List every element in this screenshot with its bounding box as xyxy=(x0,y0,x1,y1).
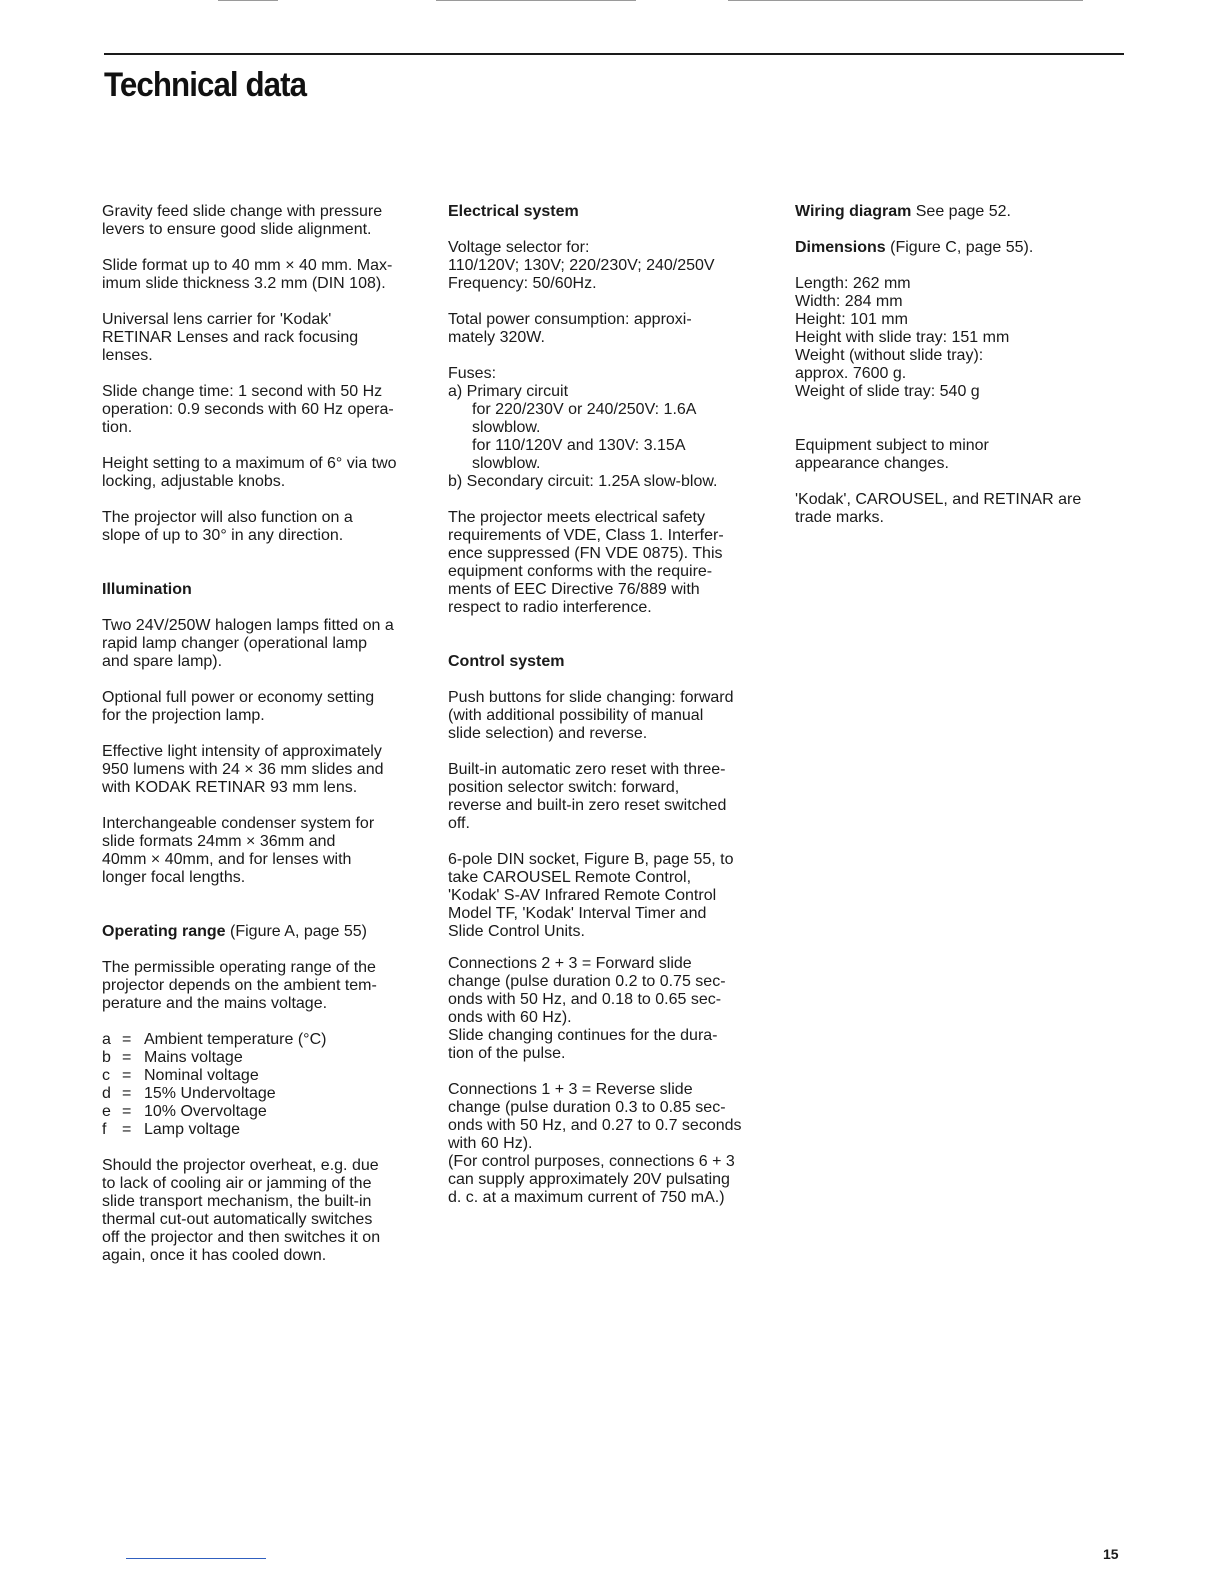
scan-artifact xyxy=(728,0,1083,1)
column-3 xyxy=(795,203,1105,545)
footer-rule xyxy=(126,1558,266,1559)
paragraph-trademarks: 'Kodak', CAROUSEL, and RETINAR are trade marks. xyxy=(795,491,1082,526)
paragraph-power-setting: Optional full power or economy setting for the projection lamp. xyxy=(102,689,375,724)
page-title: Technical data xyxy=(104,66,307,104)
paragraph-din-socket: 6-pole DIN socket, Figure B, page 55, to take CAROUSEL Remote Control, 'Kodak' S-AV Infrared Remote Control Model TF, 'Kodak' Interval Timer and Slide Control Units. xyxy=(448,851,734,940)
paragraph-forward-connections: Connections 2 + 3 = Forward slide change (pulse duration 0.2 to 0.75 sec- onds with 50 Hz, and 0.18 to 0.65 sec- onds with 60 Hz). Slide changing continues for the dura- tion of the pulse. xyxy=(448,955,726,1062)
paragraph-appearance-changes: Equipment subject to minor appearance changes. xyxy=(795,437,989,472)
column-1 xyxy=(102,203,432,1283)
paragraph-slide-format: Slide format up to 40 mm × 40 mm. Max- imum slide thickness 3.2 mm (DIN 108). xyxy=(102,257,393,292)
heading-electrical-system: Electrical system xyxy=(448,203,579,220)
paragraph-power-consumption: Total power consumption: approxi- mately 320W. xyxy=(448,311,692,346)
scan-artifact xyxy=(218,0,278,1)
paragraph-push-buttons: Push buttons for slide changing: forward (with additional possibility of manual slide selection) and reverse. xyxy=(448,689,734,742)
heading-illumination: Illumination xyxy=(102,581,192,598)
heading-control-system: Control system xyxy=(448,653,565,670)
legend-item: d = 15% Undervoltage xyxy=(102,1085,276,1102)
header-rule xyxy=(104,53,1124,55)
heading-wiring-diagram: Wiring diagram See page 52. xyxy=(795,203,1011,220)
paragraph-slide-change: Gravity feed slide change with pressure levers to ensure good slide alignment. xyxy=(102,203,383,238)
scan-artifact xyxy=(436,0,636,1)
legend-item: e = 10% Overvoltage xyxy=(102,1103,267,1120)
legend-item: a = Ambient temperature (°C) xyxy=(102,1031,327,1048)
paragraph-halogen-lamps: Two 24V/250W halogen lamps fitted on a rapid lamp changer (operational lamp and spare lamp). xyxy=(102,617,394,670)
legend-list xyxy=(102,1031,432,1139)
paragraph-voltage-selector: Voltage selector for: 110/120V; 130V; 220/230V; 240/250V Frequency: 50/60Hz. xyxy=(448,239,715,292)
paragraph-change-time: Slide change time: 1 second with 50 Hz operation: 0.9 seconds with 60 Hz opera- tion. xyxy=(102,383,394,436)
paragraph-height-setting: Height setting to a maximum of 6° via two locking, adjustable knobs. xyxy=(102,455,397,490)
paragraph-operating-range: The permissible operating range of the projector depends on the ambient tem- perature and the mains voltage. xyxy=(102,959,377,1012)
paragraph-zero-reset: Built-in automatic zero reset with three- position selector switch: forward, reverse and built-in zero reset switched off. xyxy=(448,761,727,832)
heading-operating-range: Operating range (Figure A, page 55) xyxy=(102,923,367,940)
paragraph-overheat: Should the projector overheat, e.g. due to lack of cooling air or jamming of the slide transport mechanism, the built-in thermal cut-out automatically switches off the projector and then switches it on again, once it has cooled down. xyxy=(102,1157,381,1264)
paragraph-electrical-safety: The projector meets electrical safety requirements of VDE, Class 1. Interfer- ence suppressed (FN VDE 0875). This equipment conforms with the require- ments of EEC Directive 76/889 with respect to radio interference. xyxy=(448,509,724,616)
column-2 xyxy=(448,203,773,1225)
paragraph-slope: The projector will also function on a slope of up to 30° in any direction. xyxy=(102,509,353,544)
paragraph-fuses: Fuses: a) Primary circuit for 220/230V or 240/250V: 1.6A slowblow. for 110/120V and 130V: 3.15A slowblow. b) Secondary circuit: 1.25A slow-blow. xyxy=(448,365,718,490)
page-number: 15 xyxy=(1103,1546,1119,1562)
paragraph-light-intensity: Effective light intensity of approximately 950 lumens with 24 × 36 mm slides and with KODAK RETINAR 93 mm lens. xyxy=(102,743,384,796)
legend-item: b = Mains voltage xyxy=(102,1049,243,1066)
paragraph-reverse-connections: Connections 1 + 3 = Reverse slide change (pulse duration 0.3 to 0.85 sec- onds with 50 Hz, and 0.27 to 0.7 seconds with 60 Hz). (For control purposes, connections 6 + 3 can supply approximately 20V pulsating d. c. at a maximum current of 750 mA.) xyxy=(448,1081,742,1206)
list-dimensions: Length: 262 mm Width: 284 mm Height: 101 mm Height with slide tray: 151 mm Weight (without slide tray): approx. 7600 g. Weight of slide tray: 540 g xyxy=(795,275,1010,400)
heading-dimensions: Dimensions (Figure C, page 55). xyxy=(795,239,1034,256)
legend-item: c = Nominal voltage xyxy=(102,1067,259,1084)
paragraph-condenser: Interchangeable condenser system for slide formats 24mm × 36mm and 40mm × 40mm, and for lenses with longer focal lengths. xyxy=(102,815,375,886)
paragraph-lens-carrier: Universal lens carrier for 'Kodak' RETINAR Lenses and rack focusing lenses. xyxy=(102,311,359,364)
legend-item: f = Lamp voltage xyxy=(102,1121,241,1138)
